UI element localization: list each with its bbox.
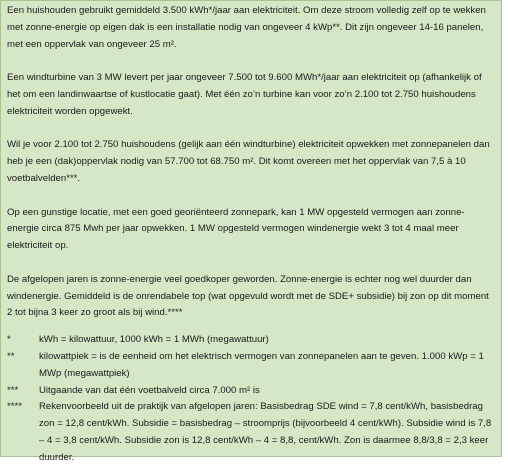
footnote-text: Rekenvoorbeeld uit de praktijk van afgelopen jaren: Basisbedrag SDE wind = 7,8 cent/kWh, basisbedrag zon = 12,8 cent/kWh. Subsidie = basisbedrag – stroomprijs (bijvoorbeeld 4 cent/kWh). Subsidie wind is 7,8 – 4 = 3,8 cent/kWh. Subsidie zon is 12,8 cent/kWh – 4 = 8,8, cent/kWh. Zon is daarmee 8,8/3,8 = 2,3 keer duurder.	[39, 401, 492, 463]
footnote-mark: *	[7, 334, 11, 346]
footnote-4	[7, 399, 495, 466]
footnote-mark: ***	[7, 384, 19, 396]
footnote-2	[7, 349, 495, 383]
footnote-text: kWh = kilowattuur, 1000 kWh = 1 MWh (megawattuur)	[39, 334, 269, 346]
spacer	[7, 255, 495, 272]
spacer	[7, 322, 495, 332]
footnote-mark: **	[7, 350, 15, 362]
footnote-3	[7, 383, 495, 400]
paragraph-windturbine: Een windturbine van 3 MW levert per jaar ongeveer 7.500 tot 9.600 MWh*/jaar aan elektriciteit op (afhankelijk of het om een landinwaartse of kustlocatie gaat). Met één zo’n turbine kan voor zo’n 2.100 tot 2.750 huishoudens elektriciteit worden opgewekt.	[7, 72, 482, 117]
paragraph-location: Op een gunstige locatie, met een goed georiënteerd zonnepark, kan 1 MW opgesteld vermogen aan zonne-energie circa 875 Mwh per jaar opwekken. 1 MW opgesteld vermogen windenergie wekt 3 tot 4 maal meer elektriciteit op.	[7, 206, 465, 252]
footnote-text: kilowattpiek = is de eenheid om het elektrisch vermogen van zonnepanelen aan te geven. 1.000 kWp = 1 MWp (megawattpiek)	[39, 350, 484, 379]
spacer	[7, 121, 495, 138]
paragraph-solar-area: Wil je voor 2.100 tot 2.750 huishoudens (gelijk aan één windturbine) elektriciteit opwekken met zonnepanelen dan heb je een (dak)oppervlak nodig van 57.700 tot 68.750 m². Dit komt overeen met het oppervlak van 7,5 à 10 voetbalvelden***.	[7, 139, 490, 184]
spacer	[7, 53, 495, 70]
footnote-text: Uitgaande van dat één voetbalveld circa 7.000 m² is	[39, 384, 260, 396]
footnote-mark: ****	[7, 401, 22, 413]
footnote-1	[7, 332, 495, 349]
paragraph-household: Een huishouden gebruikt gemiddeld 3.500 kWh*/jaar aan elektriciteit. Om deze stroom volledig zelf op te wekken met zonne-energie op eigen dak is een installatie nodig van ongeveer 4 kWp**. Dit zijn ongeveer 14-16 panelen, met een oppervlak van ongeveer 25 m².	[7, 5, 486, 50]
spacer	[7, 188, 495, 205]
paragraph-costs: De afgelopen jaren is zonne-energie veel goedkoper geworden. Zonne-energie is echter nog wel duurder dan windenergie. Gemiddeld is de onrendabele top (wat opgevuld wordt met de SDE+ subsidie) bij zon op dit moment 2 tot bijna 3 keer zo groot als bij wind.****	[7, 273, 489, 319]
